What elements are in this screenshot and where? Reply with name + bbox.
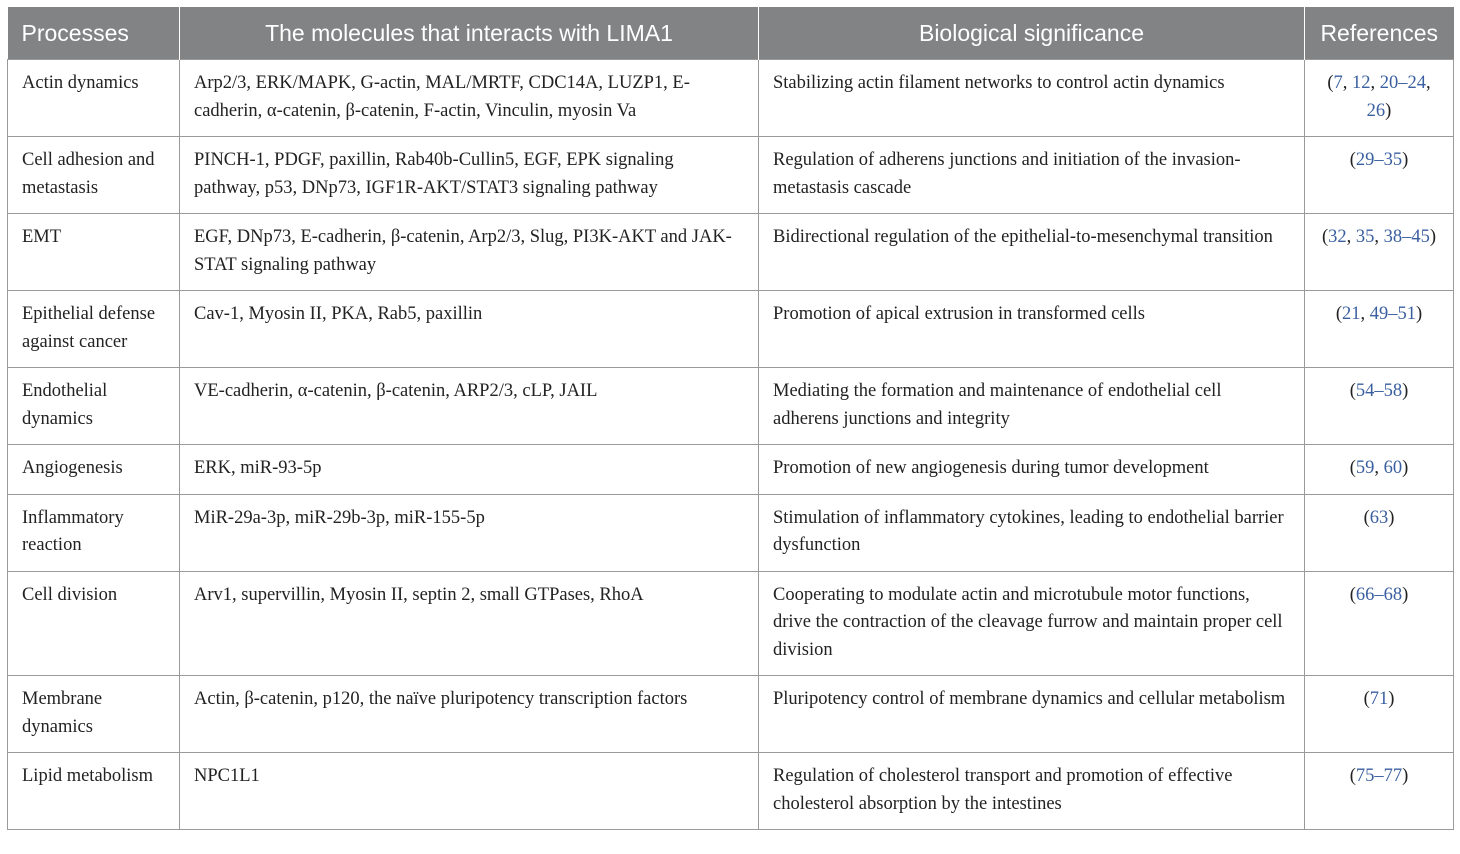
table-header xyxy=(8,7,1454,60)
reference-link[interactable]: 35 xyxy=(1355,227,1375,247)
cell-molecules: VE-cadherin, α-catenin, β-catenin, ARP2/3, cLP, JAIL xyxy=(180,368,759,445)
cell-process: Cell division xyxy=(8,571,180,676)
reference-punctuation: ( xyxy=(1349,458,1356,478)
cell-molecules: ERK, miR-93-5p xyxy=(180,445,759,495)
reference-punctuation: ( xyxy=(1349,150,1356,170)
cell-references xyxy=(1305,368,1454,445)
cell-molecules: Arv1, supervillin, Myosin II, septin 2, small GTPases, RhoA xyxy=(180,571,759,676)
reference-link[interactable]: 32 xyxy=(1328,227,1347,247)
table-row xyxy=(8,214,1454,291)
reference-punctuation: , xyxy=(1342,73,1353,93)
reference-punctuation: , xyxy=(1360,304,1370,324)
cell-significance: Regulation of cholesterol transport and promotion of effective cholesterol absorption by the intestines xyxy=(759,753,1305,830)
lima1-interaction-table xyxy=(7,7,1454,830)
cell-significance: Mediating the formation and maintenance of endothelial cell adherens junctions and integrity xyxy=(759,368,1305,445)
reference-punctuation: ) xyxy=(1402,150,1409,170)
reference-link[interactable]: 21 xyxy=(1342,304,1361,324)
reference-punctuation: ) xyxy=(1385,100,1392,121)
cell-molecules: Actin, β-catenin, p120, the naïve pluripotency transcription factors xyxy=(180,676,759,753)
reference-link[interactable]: 12 xyxy=(1352,73,1371,93)
header-processes: Processes xyxy=(8,7,180,60)
table-row xyxy=(8,60,1454,137)
reference-punctuation: ) xyxy=(1429,227,1437,247)
reference-punctuation: , xyxy=(1374,458,1384,478)
reference-punctuation: ) xyxy=(1402,458,1409,478)
reference-link[interactable]: 66–68 xyxy=(1355,584,1403,605)
reference-punctuation: ) xyxy=(1388,689,1395,709)
table-row xyxy=(8,445,1454,495)
reference-punctuation: ( xyxy=(1327,73,1334,93)
cell-significance: Promotion of new angiogenesis during tumor development xyxy=(759,445,1305,495)
header-biological-significance: Biological significance xyxy=(759,7,1305,60)
reference-link[interactable]: 26 xyxy=(1366,100,1386,121)
cell-process: Actin dynamics xyxy=(8,60,180,137)
reference-link[interactable]: 29–35 xyxy=(1355,150,1403,170)
cell-references xyxy=(1305,291,1454,368)
cell-references xyxy=(1305,753,1454,830)
reference-punctuation: ( xyxy=(1335,304,1342,324)
cell-molecules: Arp2/3, ERK/MAPK, G-actin, MAL/MRTF, CDC14A, LUZP1, E-cadherin, α-catenin, β-catenin, F-actin, Vinculin, myosin Va xyxy=(180,60,759,137)
reference-punctuation: ( xyxy=(1321,227,1329,247)
cell-significance: Promotion of apical extrusion in transformed cells xyxy=(759,291,1305,368)
cell-process: Membrane dynamics xyxy=(8,676,180,753)
header-references: References xyxy=(1305,7,1454,60)
cell-significance: Stimulation of inflammatory cytokines, leading to endothelial barrier dysfunction xyxy=(759,494,1305,571)
cell-significance: Pluripotency control of membrane dynamics and cellular metabolism xyxy=(759,676,1305,753)
reference-punctuation: ( xyxy=(1349,584,1356,605)
reference-punctuation: ( xyxy=(1363,507,1370,528)
cell-process: Cell adhesion and metastasis xyxy=(8,137,180,214)
table-row xyxy=(8,676,1454,753)
cell-process: Epithelial defense against cancer xyxy=(8,291,180,368)
reference-link[interactable]: 49–51 xyxy=(1369,304,1416,324)
reference-punctuation: ( xyxy=(1363,689,1370,709)
cell-process: Lipid metabolism xyxy=(8,753,180,830)
reference-punctuation: ) xyxy=(1402,381,1409,401)
reference-link[interactable]: 63 xyxy=(1369,507,1389,528)
cell-molecules: Cav-1, Myosin II, PKA, Rab5, paxillin xyxy=(180,291,759,368)
cell-significance: Cooperating to modulate actin and microtubule motor functions, drive the contraction of the cleavage furrow and maintain proper cell division xyxy=(759,571,1305,676)
reference-link[interactable]: 7 xyxy=(1333,73,1343,93)
table-row xyxy=(8,291,1454,368)
cell-references xyxy=(1305,60,1454,137)
reference-punctuation: ( xyxy=(1349,381,1356,401)
reference-punctuation: ) xyxy=(1388,507,1395,528)
header-molecules: The molecules that interacts with LIMA1 xyxy=(180,7,759,60)
table-row xyxy=(8,571,1454,676)
reference-punctuation: , xyxy=(1426,73,1431,93)
reference-punctuation: ( xyxy=(1349,766,1356,786)
reference-link[interactable]: 20–24 xyxy=(1379,73,1427,93)
reference-link[interactable]: 54–58 xyxy=(1355,381,1403,401)
cell-process: Inflammatory reaction xyxy=(8,494,180,571)
cell-references xyxy=(1305,137,1454,214)
reference-link[interactable]: 71 xyxy=(1369,689,1389,709)
cell-references xyxy=(1305,676,1454,753)
lima1-interaction-table-wrapper xyxy=(7,7,1453,830)
reference-punctuation: ) xyxy=(1416,304,1423,324)
cell-significance: Regulation of adherens junctions and initiation of the invasion-metastasis cascade xyxy=(759,137,1305,214)
reference-punctuation: ) xyxy=(1402,584,1409,605)
reference-link[interactable]: 59 xyxy=(1355,458,1375,478)
cell-molecules: NPC1L1 xyxy=(180,753,759,830)
cell-molecules: PINCH-1, PDGF, paxillin, Rab40b-Cullin5, EGF, EPK signaling pathway, p53, DNp73, IGF1R-AKT/STAT3 signaling pathway xyxy=(180,137,759,214)
cell-significance: Bidirectional regulation of the epithelial-to-mesenchymal transition xyxy=(759,214,1305,291)
reference-punctuation: , xyxy=(1370,73,1380,93)
reference-punctuation: , xyxy=(1346,227,1356,247)
cell-molecules: EGF, DNp73, E-cadherin, β-catenin, Arp2/3, Slug, PI3K-AKT and JAK-STAT signaling pathway xyxy=(180,214,759,291)
table-row xyxy=(8,494,1454,571)
table-body xyxy=(8,60,1454,830)
reference-link[interactable]: 60 xyxy=(1383,458,1403,478)
reference-punctuation: ) xyxy=(1402,766,1409,786)
cell-references xyxy=(1305,494,1454,571)
cell-significance: Stabilizing actin filament networks to control actin dynamics xyxy=(759,60,1305,137)
cell-process: Endothelial dynamics xyxy=(8,368,180,445)
cell-references xyxy=(1305,214,1454,291)
table-row xyxy=(8,368,1454,445)
table-row xyxy=(8,753,1454,830)
cell-references xyxy=(1305,445,1454,495)
reference-link[interactable]: 38–45 xyxy=(1383,227,1430,247)
cell-molecules: MiR-29a-3p, miR-29b-3p, miR-155-5p xyxy=(180,494,759,571)
cell-process: EMT xyxy=(8,214,180,291)
reference-punctuation: , xyxy=(1374,227,1384,247)
reference-link[interactable]: 75–77 xyxy=(1355,766,1403,786)
table-row xyxy=(8,137,1454,214)
cell-references xyxy=(1305,571,1454,676)
header-row xyxy=(8,7,1454,60)
cell-process: Angiogenesis xyxy=(8,445,180,495)
